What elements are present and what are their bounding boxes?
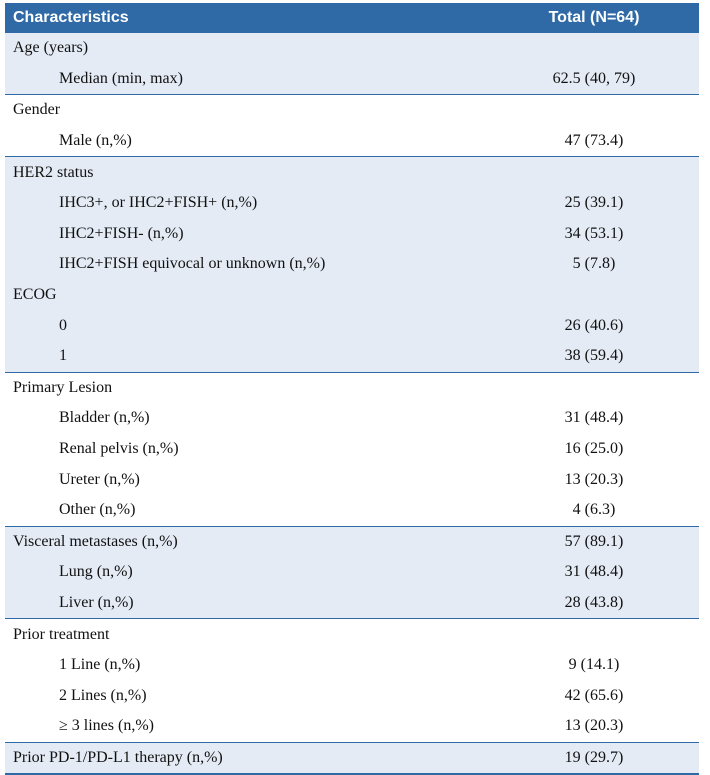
- table-row: [5, 126, 699, 157]
- row-label: ≥ 3 lines (n,%): [59, 717, 154, 735]
- row-group: [5, 33, 699, 94]
- row-label: ECOG: [13, 286, 57, 304]
- table-row: [5, 373, 699, 404]
- row-label: IHC2+FISH equivocal or unknown (n,%): [59, 255, 326, 273]
- table-row: [5, 650, 699, 681]
- table-row: [5, 434, 699, 465]
- row-label: 1: [59, 347, 67, 365]
- row-label: Liver (n,%): [59, 593, 134, 611]
- row-label: Renal pelvis (n,%): [59, 440, 179, 458]
- row-label: Gender: [13, 101, 61, 119]
- row-label: Primary Lesion: [13, 378, 113, 396]
- table-row: [5, 33, 699, 64]
- row-value: 42 (65.6): [564, 686, 624, 704]
- row-value: 13 (20.3): [564, 470, 624, 488]
- row-value: 4 (6.3): [572, 501, 616, 519]
- row-group: [5, 742, 699, 774]
- row-label: Visceral metastases (n,%): [13, 532, 178, 550]
- row-label: Age (years): [13, 39, 89, 57]
- row-value: 31 (48.4): [564, 409, 624, 427]
- row-value: 13 (20.3): [564, 717, 624, 735]
- row-value: 25 (39.1): [564, 194, 624, 212]
- table-row: [5, 188, 699, 219]
- table-header-row: [5, 3, 699, 33]
- row-group: [5, 372, 699, 526]
- row-label: HER2 status: [13, 163, 94, 181]
- table-row: [5, 711, 699, 742]
- row-group: [5, 156, 699, 371]
- table-row: [5, 403, 699, 434]
- row-value: 57 (89.1): [564, 532, 624, 550]
- row-label: IHC3+, or IHC2+FISH+ (n,%): [59, 194, 258, 212]
- table-row: [5, 495, 699, 526]
- header-total: Total (N=64): [548, 9, 640, 26]
- table-row: [5, 249, 699, 280]
- row-label: IHC2+FISH- (n,%): [59, 224, 184, 242]
- table-row: [5, 619, 699, 650]
- table-row: [5, 95, 699, 126]
- row-group: [5, 618, 699, 741]
- row-label: Ureter (n,%): [59, 470, 140, 488]
- table-row: [5, 464, 699, 495]
- row-value: 38 (59.4): [564, 347, 624, 365]
- row-value: 19 (29.7): [564, 748, 624, 766]
- row-label: 1 Line (n,%): [59, 656, 141, 674]
- row-value: 26 (40.6): [564, 316, 624, 334]
- row-label: Lung (n,%): [59, 563, 133, 581]
- row-label: 0: [59, 316, 67, 334]
- row-group: [5, 526, 699, 619]
- row-value: 16 (25.0): [564, 440, 624, 458]
- table-row: [5, 557, 699, 588]
- header-characteristics: Characteristics: [13, 9, 129, 26]
- row-value: 5 (7.8): [572, 255, 616, 273]
- row-value: 62.5 (40, 79): [552, 69, 636, 87]
- row-label: Prior treatment: [13, 625, 110, 643]
- row-value: 9 (14.1): [568, 656, 620, 674]
- row-label: Other (n,%): [59, 501, 136, 519]
- row-value: 34 (53.1): [564, 224, 624, 242]
- row-value: 28 (43.8): [564, 593, 624, 611]
- table-row: [5, 743, 699, 774]
- row-group: [5, 94, 699, 156]
- table-row: [5, 588, 699, 619]
- table-row: [5, 280, 699, 311]
- table-row: [5, 157, 699, 188]
- row-label: Prior PD-1/PD-L1 therapy (n,%): [13, 748, 223, 766]
- row-label: 2 Lines (n,%): [59, 686, 147, 704]
- table-body: [5, 33, 699, 773]
- table-row: [5, 680, 699, 711]
- table-row: [5, 527, 699, 558]
- row-label: Median (min, max): [59, 69, 183, 87]
- table-row: [5, 64, 699, 95]
- table-row: [5, 219, 699, 250]
- row-value: 31 (48.4): [564, 563, 624, 581]
- characteristics-table: [5, 3, 699, 775]
- row-label: Male (n,%): [59, 132, 132, 150]
- row-label: Bladder (n,%): [59, 409, 150, 427]
- row-value: 47 (73.4): [564, 132, 624, 150]
- table-row: [5, 341, 699, 372]
- table-row: [5, 310, 699, 341]
